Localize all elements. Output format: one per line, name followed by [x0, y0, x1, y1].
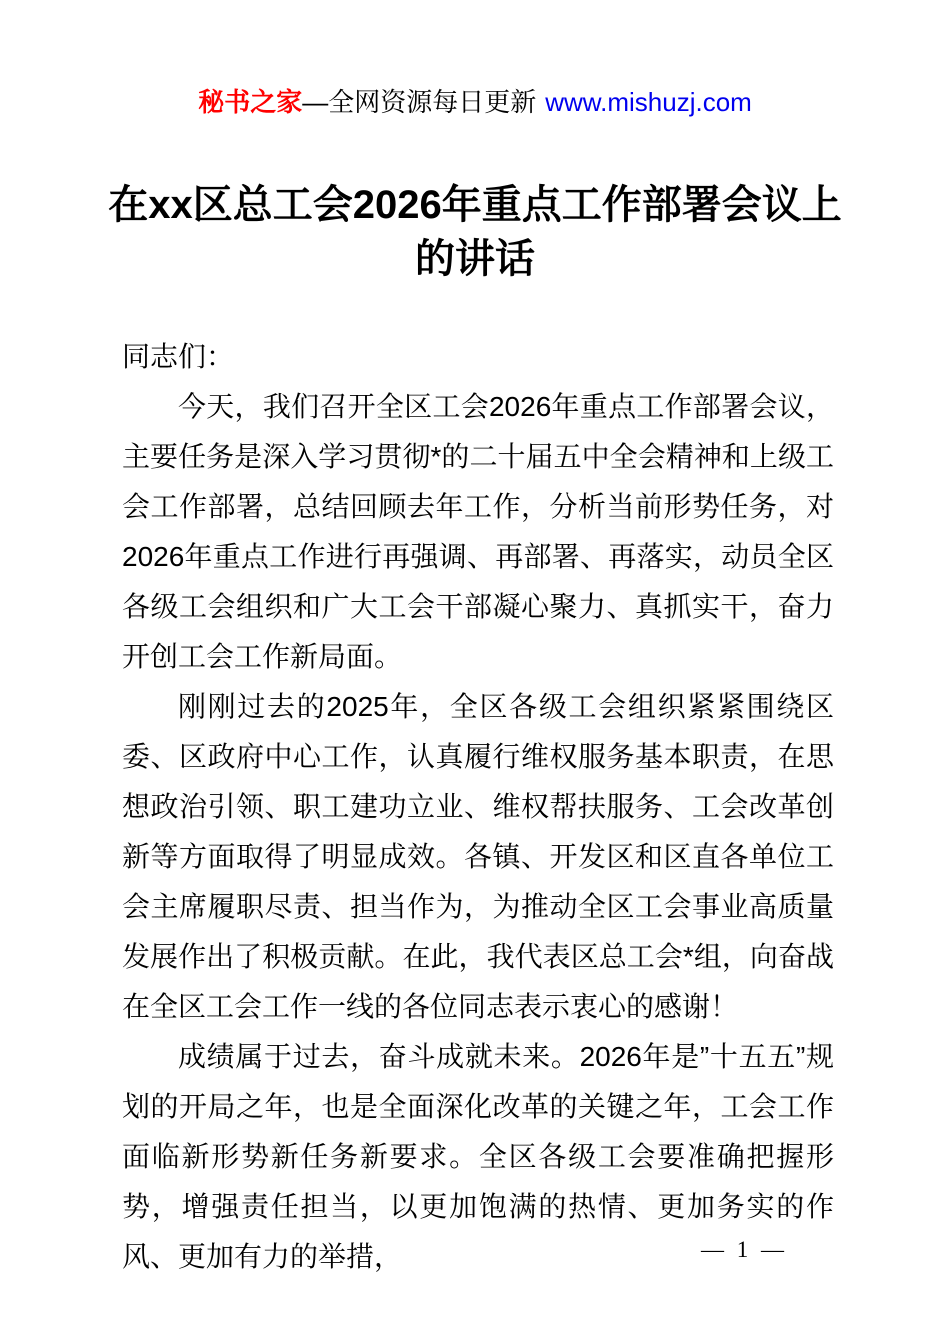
site-name: 秘书之家	[198, 87, 303, 117]
document-body	[122, 332, 834, 1282]
page-number: — 1 —	[701, 1237, 784, 1262]
body-paragraph: 刚刚过去的2025年，全区各级工会组织紧紧围绕区委、区政府中心工作，认真履行维权服务基本职责，在思想政治引领、职工建功立业、维权帮扶服务、工会改革创新等方面取得了明显成效。各镇、开发区和区直各单位工会主席履职尽责、担当作为，为推动全区工会事业高质量发展作出了积极贡献。在此，我代表区总工会*组，向奋战在全区工会工作一线的各位同志表示衷心的感谢！	[122, 691, 834, 1022]
site-tagline: —全网资源每日更新	[302, 87, 537, 117]
body-paragraph: 成绩属于过去，奋斗成就未来。2026年是”十五五”规划的开局之年，也是全面深化改革的关键之年，工会工作面临新形势新任务新要求。全区各级工会要准确把握形势，增强责任担当，以更加饱满的热情、更加务实的作风、更加有力的举措，	[122, 1041, 834, 1272]
site-header	[0, 86, 950, 118]
body-paragraph: 今天，我们召开全区工会2026年重点工作部署会议，主要任务是深入学习贯彻*的二十届五中全会精神和上级工会工作部署，总结回顾去年工作，分析当前形势任务，对2026年重点工作进行再强调、再部署、再落实，动员全区各级工会组织和广大工会干部凝心聚力、真抓实干，奋力开创工会工作新局面。	[122, 391, 834, 672]
salutation-line: 同志们：	[122, 341, 235, 372]
document-title: 在xx区总工会2026年重点工作部署会议上的讲话	[108, 183, 842, 281]
site-url-link[interactable]: www.mishuzj.com	[545, 87, 752, 117]
